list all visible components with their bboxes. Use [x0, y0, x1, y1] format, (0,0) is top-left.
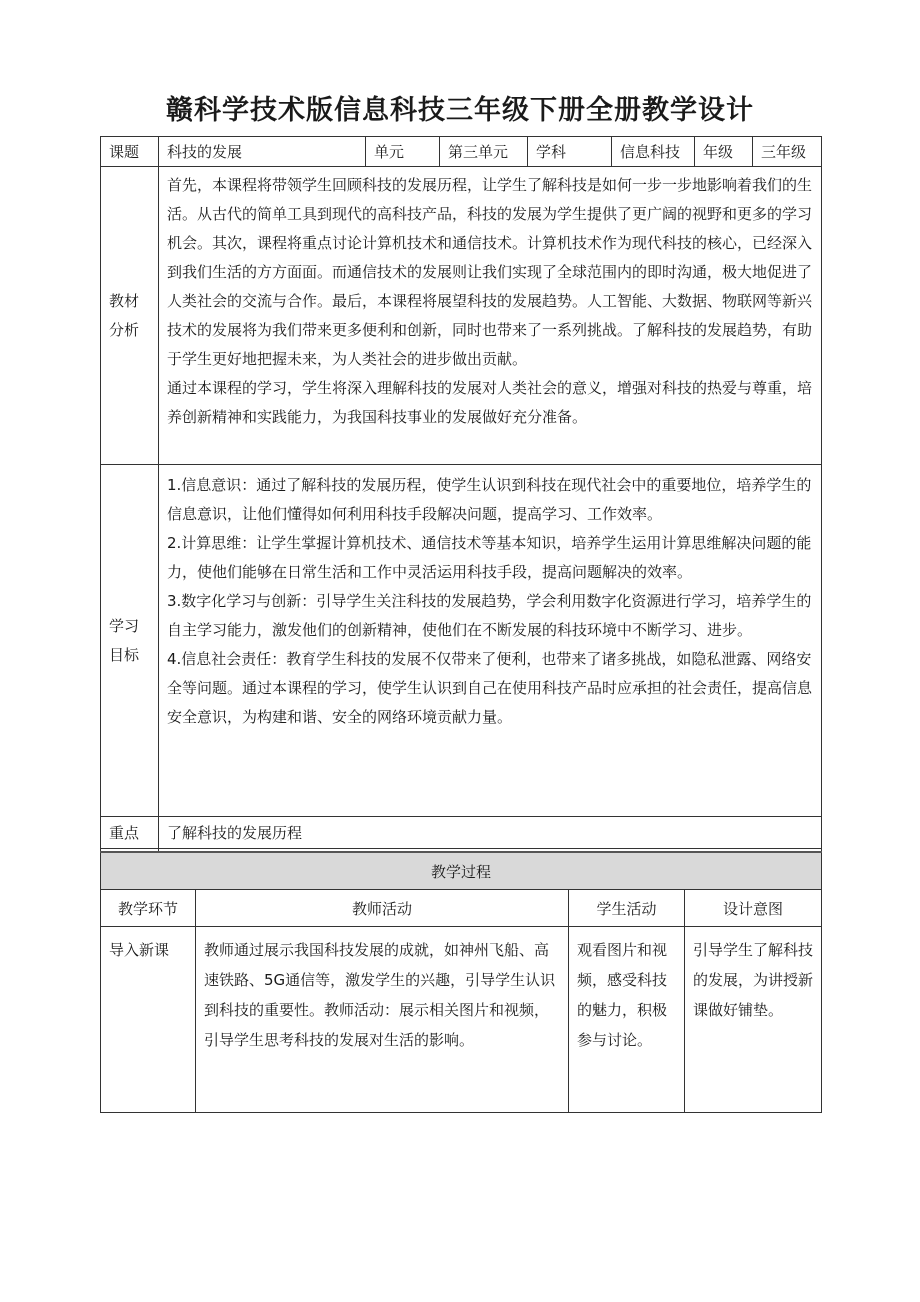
col-student-header: 学生活动 — [569, 890, 685, 927]
material-analysis-para1: 首先，本课程将带领学生回顾科技的发展历程，让学生了解科技是如何一步一步地影响着我们的生活。从古代的简单工具到现代的高科技产品，科技的发展为学生提供了更广阔的视野和更多的学习机会。其次，课程将重点讨论计算机技术和通信技术。计算机技术作为现代科技的核心，已经深入到我们生活的方方面面。而通信技术的发展则让我们实现了全球范围内的即时沟通，极大地促进了人类社会的交流与合作。最后，本课程将展望科技的发展趋势。人工智能、大数据、物联网等新兴技术的发展将为我们带来更多便利和创新，同时也带来了一系列挑战。了解科技的发展趋势，有助于学生更好地把握未来，为人类社会的进步做出贡献。 — [167, 176, 813, 368]
learning-goals-content — [159, 465, 822, 817]
process-band-row — [101, 852, 822, 890]
process-column-headers — [101, 890, 822, 927]
learning-goal-1: 1.信息意识：通过了解科技的发展历程，使学生认识到科技在现代社会中的重要地位，培养学生的信息意识，让他们懂得如何利用科技手段解决问题，提高学习、工作效率。 — [167, 476, 812, 523]
learning-goal-3: 3.数字化学习与创新：引导学生关注科技的发展趋势，学会利用数字化资源进行学习，培养学生的自主学习能力，激发他们的创新精神，使他们在不断发展的科技环境中不断学习、进步。 — [167, 592, 812, 639]
topic-label: 课题 — [101, 137, 159, 167]
material-analysis-para2: 通过本课程的学习，学生将深入理解科技的发展对人类社会的意义，增强对科技的热爱与尊重，培养创新精神和实践能力，为我国科技事业的发展做好充分准备。 — [167, 379, 813, 426]
learning-goals-row — [101, 465, 822, 817]
col-stage-header: 教学环节 — [101, 890, 196, 927]
learning-goals-label — [101, 465, 159, 817]
header-row — [101, 137, 822, 167]
teaching-process-table — [100, 851, 822, 1113]
learning-goal-4: 4.信息社会责任：教育学生科技的发展不仅带来了便利，也带来了诸多挑战，如隐私泄露、网络安全等问题。通过本课程的学习，使学生认识到自己在使用科技产品时应承担的社会责任，提高信息安全意识，为构建和谐、安全的网络环境贡献力量。 — [167, 650, 813, 726]
unit-value: 第三单元 — [440, 137, 528, 167]
material-analysis-label-line2: 分析 — [109, 320, 140, 339]
grade-label: 年级 — [695, 137, 753, 167]
learning-goals-label-line2: 目标 — [109, 645, 140, 664]
material-analysis-label-line1: 教材 — [109, 291, 140, 310]
process-row — [101, 927, 822, 1113]
col-design-header: 设计意图 — [685, 890, 822, 927]
learning-goals-label-line1: 学习 — [109, 616, 140, 635]
key-point-row — [101, 817, 822, 849]
key-point-value: 了解科技的发展历程 — [159, 817, 822, 849]
lesson-info-table — [100, 136, 822, 881]
material-analysis-label — [101, 167, 159, 465]
page-title: 赣科学技术版信息科技三年级下册全册教学设计 — [166, 95, 754, 126]
process-stage: 导入新课 — [101, 927, 196, 1113]
col-teacher-header: 教师活动 — [196, 890, 569, 927]
process-design-intent: 引导学生了解科技的发展，为讲授新课做好铺垫。 — [685, 927, 822, 1113]
unit-label: 单元 — [366, 137, 440, 167]
subject-label: 学科 — [528, 137, 612, 167]
process-band-title: 教学过程 — [101, 852, 822, 890]
key-point-label: 重点 — [101, 817, 159, 849]
material-analysis-row — [101, 167, 822, 465]
subject-value: 信息科技 — [612, 137, 695, 167]
grade-value: 三年级 — [753, 137, 822, 167]
process-student-activity: 观看图片和视频，感受科技的魅力，积极参与讨论。 — [569, 927, 685, 1113]
topic-value: 科技的发展 — [159, 137, 366, 167]
process-teacher-activity: 教师通过展示我国科技发展的成就，如神州飞船、高速铁路、5G通信等，激发学生的兴趣，引导学生认识到科技的重要性。教师活动：展示相关图片和视频，引导学生思考科技的发展对生活的影响。 — [196, 927, 569, 1113]
material-analysis-content — [159, 167, 822, 465]
learning-goal-2: 2.计算思维：让学生掌握计算机技术、通信技术等基本知识，培养学生运用计算思维解决问题的能力，使他们能够在日常生活和工作中灵活运用科技手段，提高问题解决的效率。 — [167, 534, 812, 581]
